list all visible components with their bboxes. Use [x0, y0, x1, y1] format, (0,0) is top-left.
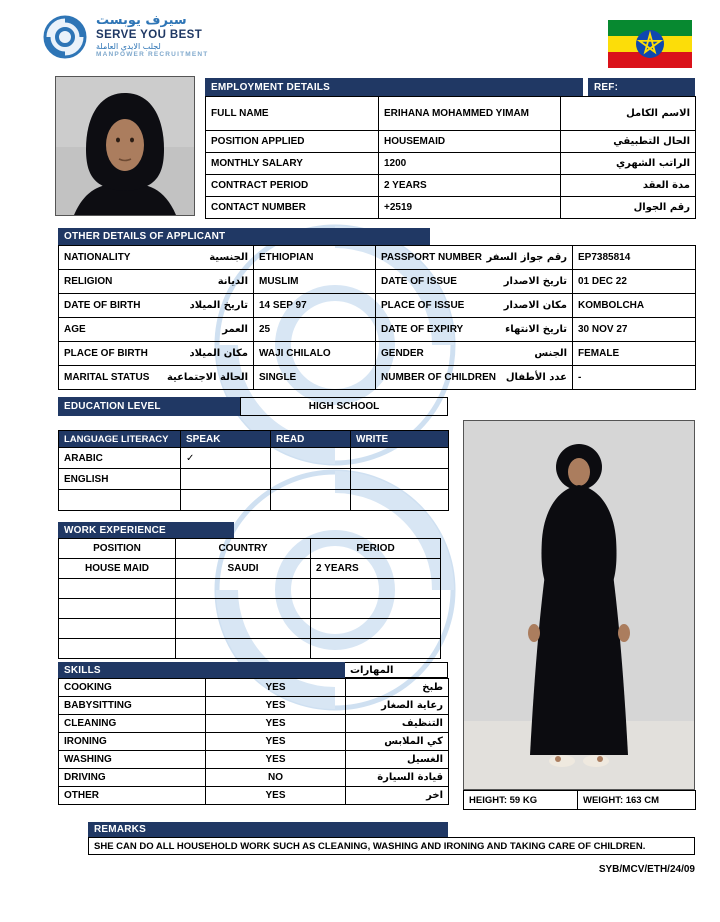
logo-arabic-title: سيرف يوبست [96, 13, 187, 28]
skill-washing-label: WASHING [59, 751, 206, 769]
position-applied-label: POSITION APPLIED [206, 131, 379, 153]
education-level-value: HIGH SCHOOL [240, 397, 448, 416]
applicant-fullbody-photo [463, 420, 695, 790]
date-of-expiry-label-ar: تاريخ الانتهاء [505, 324, 567, 335]
nationality-label-ar: الجنسية [209, 252, 248, 263]
monthly-salary-value: 1200 [379, 153, 561, 175]
date-of-issue-label: DATE OF ISSUE [381, 276, 457, 287]
read-check [271, 469, 351, 490]
period-header: PERIOD [311, 539, 441, 559]
work-period [311, 639, 441, 659]
contact-number-label: CONTACT NUMBER [206, 197, 379, 219]
marital-status-label: MARITAL STATUS [64, 372, 150, 383]
skills-title-ar: المهارات [345, 662, 448, 678]
skill-driving-value: NO [206, 769, 346, 787]
language-name [59, 490, 181, 511]
speak-check: ✓ [181, 448, 271, 469]
write-header: WRITE [351, 431, 449, 448]
full-name-value: ERIHANA MOHAMMED YIMAM [379, 97, 561, 131]
work-country: SAUDI [176, 559, 311, 579]
work-country [176, 599, 311, 619]
other-details-table [58, 245, 696, 390]
nationality-label: NATIONALITY [64, 252, 131, 263]
nationality-value: ETHIOPIAN [254, 246, 376, 270]
skill-driving-label: DRIVING [59, 769, 206, 787]
work-country [176, 579, 311, 599]
gender-value: FEMALE [573, 342, 696, 366]
number-of-children-label: NUMBER OF CHILDREN [381, 372, 496, 383]
contact-number-label-ar: رقم الجوال [561, 197, 696, 219]
ref-label: REF: [588, 78, 695, 96]
country-header: COUNTRY [176, 539, 311, 559]
contact-number-value: +2519 [379, 197, 561, 219]
work-position [59, 599, 176, 619]
skill-cooking-value: YES [206, 679, 346, 697]
skills-header [58, 662, 448, 678]
applicant-headshot [55, 76, 195, 216]
measurements-table [463, 790, 696, 810]
education-level-label: EDUCATION LEVEL [58, 397, 240, 416]
place-of-issue-label: PLACE OF ISSUE [381, 300, 465, 311]
skill-other-label: OTHER [59, 787, 206, 805]
skill-washing-ar: الغسيل [346, 751, 449, 769]
contract-period-label-ar: مدة العقد [561, 175, 696, 197]
weight-value: WEIGHT: 163 CM [578, 791, 696, 810]
employment-details-title: EMPLOYMENT DETAILS [205, 78, 583, 96]
full-name-label: FULL NAME [206, 97, 379, 131]
passport-number-label-ar: رقم جواز السفر [486, 252, 567, 263]
passport-number-value: EP7385814 [573, 246, 696, 270]
read-header: READ [271, 431, 351, 448]
skills-title: SKILLS [58, 662, 345, 678]
gender-label: GENDER [381, 348, 424, 359]
read-check [271, 490, 351, 511]
skill-other-value: YES [206, 787, 346, 805]
read-check [271, 448, 351, 469]
work-period [311, 619, 441, 639]
employment-table [205, 96, 696, 219]
religion-label-ar: الديانة [217, 276, 248, 287]
date-of-issue-label-ar: تاريخ الاصدار [503, 276, 567, 287]
skill-babysitting-label: BABYSITTING [59, 697, 206, 715]
skills-table [58, 678, 449, 805]
language-name: ARABIC [59, 448, 181, 469]
work-country [176, 639, 311, 659]
marital-status-label-ar: الحالة الاجتماعية [166, 372, 248, 383]
work-experience-title: WORK EXPERIENCE [58, 522, 234, 538]
skill-ironing-value: YES [206, 733, 346, 751]
position-applied-label-ar: الحال التطبيقي [561, 131, 696, 153]
skill-ironing-ar: كي الملابس [346, 733, 449, 751]
date-of-issue-value: 01 DEC 22 [573, 270, 696, 294]
height-value: HEIGHT: 59 KG [464, 791, 578, 810]
work-period: 2 YEARS [311, 559, 441, 579]
skill-babysitting-ar: رعاية الصغار [346, 697, 449, 715]
logo-arabic-subtitle: لجلب الايدي العاملة [96, 42, 161, 52]
passport-number-label: PASSPORT NUMBER [381, 252, 482, 263]
ethiopia-flag-icon [608, 20, 692, 68]
skill-ironing-label: IRONING [59, 733, 206, 751]
speak-check [181, 490, 271, 511]
work-position [59, 579, 176, 599]
write-check [351, 469, 449, 490]
remarks-title: REMARKS [88, 822, 448, 837]
document-reference-code: SYB/MCV/ETH/24/09 [598, 864, 695, 875]
company-logo [42, 14, 208, 60]
other-details-title: OTHER DETAILS OF APPLICANT [58, 228, 430, 245]
place-of-birth-value: WAJI CHILALO [254, 342, 376, 366]
work-position: HOUSE MAID [59, 559, 176, 579]
skill-cleaning-label: CLEANING [59, 715, 206, 733]
speak-check [181, 469, 271, 490]
date-of-expiry-label: DATE OF EXPIRY [381, 324, 464, 335]
place-of-issue-label-ar: مكان الاصدار [503, 300, 567, 311]
language-name: ENGLISH [59, 469, 181, 490]
logo-subtitle: MANPOWER RECRUITMENT [96, 51, 209, 59]
work-period [311, 579, 441, 599]
contract-period-value: 2 YEARS [379, 175, 561, 197]
remarks-text: SHE CAN DO ALL HOUSEHOLD WORK SUCH AS CLEANING, WASHING AND IRONING AND TAKING CARE OF CHILDREN. [88, 837, 695, 855]
place-of-birth-label: PLACE OF BIRTH [64, 348, 148, 359]
employment-section [205, 78, 695, 219]
contract-period-label: CONTRACT PERIOD [206, 175, 379, 197]
work-position [59, 619, 176, 639]
education-section [58, 397, 448, 416]
write-check [351, 490, 449, 511]
number-of-children-value: - [573, 366, 696, 390]
work-country [176, 619, 311, 639]
age-value: 25 [254, 318, 376, 342]
position-applied-value: HOUSEMAID [379, 131, 561, 153]
position-header: POSITION [59, 539, 176, 559]
skill-cooking-label: COOKING [59, 679, 206, 697]
date-of-expiry-value: 30 NOV 27 [573, 318, 696, 342]
skill-cleaning-ar: التنظيف [346, 715, 449, 733]
write-check [351, 448, 449, 469]
monthly-salary-label-ar: الراتب الشهري [561, 153, 696, 175]
speak-header: SPEAK [181, 431, 271, 448]
date-of-birth-value: 14 SEP 97 [254, 294, 376, 318]
age-label: AGE [64, 324, 86, 335]
date-of-birth-label-ar: تاريخ الميلاد [189, 300, 248, 311]
logo-title: SERVE YOU BEST [96, 28, 203, 41]
skill-babysitting-value: YES [206, 697, 346, 715]
date-of-birth-label: DATE OF BIRTH [64, 300, 141, 311]
work-period [311, 599, 441, 619]
full-name-label-ar: الاسم الكامل [561, 97, 696, 131]
gender-label-ar: الجنس [534, 348, 567, 359]
religion-value: MUSLIM [254, 270, 376, 294]
work-position [59, 639, 176, 659]
religion-label: RELIGION [64, 276, 113, 287]
logo-globe-icon [42, 14, 88, 60]
language-literacy-table [58, 430, 449, 511]
skill-driving-ar: قيادة السيارة [346, 769, 449, 787]
age-label-ar: العمر [222, 324, 248, 335]
skill-cleaning-value: YES [206, 715, 346, 733]
language-literacy-header: LANGUAGE LITERACY [59, 431, 181, 448]
skill-washing-value: YES [206, 751, 346, 769]
skill-cooking-ar: طبخ [346, 679, 449, 697]
work-experience-table [58, 538, 441, 659]
place-of-birth-label-ar: مكان الميلاد [189, 348, 248, 359]
place-of-issue-value: KOMBOLCHA [573, 294, 696, 318]
skill-other-ar: اخر [346, 787, 449, 805]
marital-status-value: SINGLE [254, 366, 376, 390]
monthly-salary-label: MONTHLY SALARY [206, 153, 379, 175]
number-of-children-label-ar: عدد الأطفال [505, 372, 567, 383]
